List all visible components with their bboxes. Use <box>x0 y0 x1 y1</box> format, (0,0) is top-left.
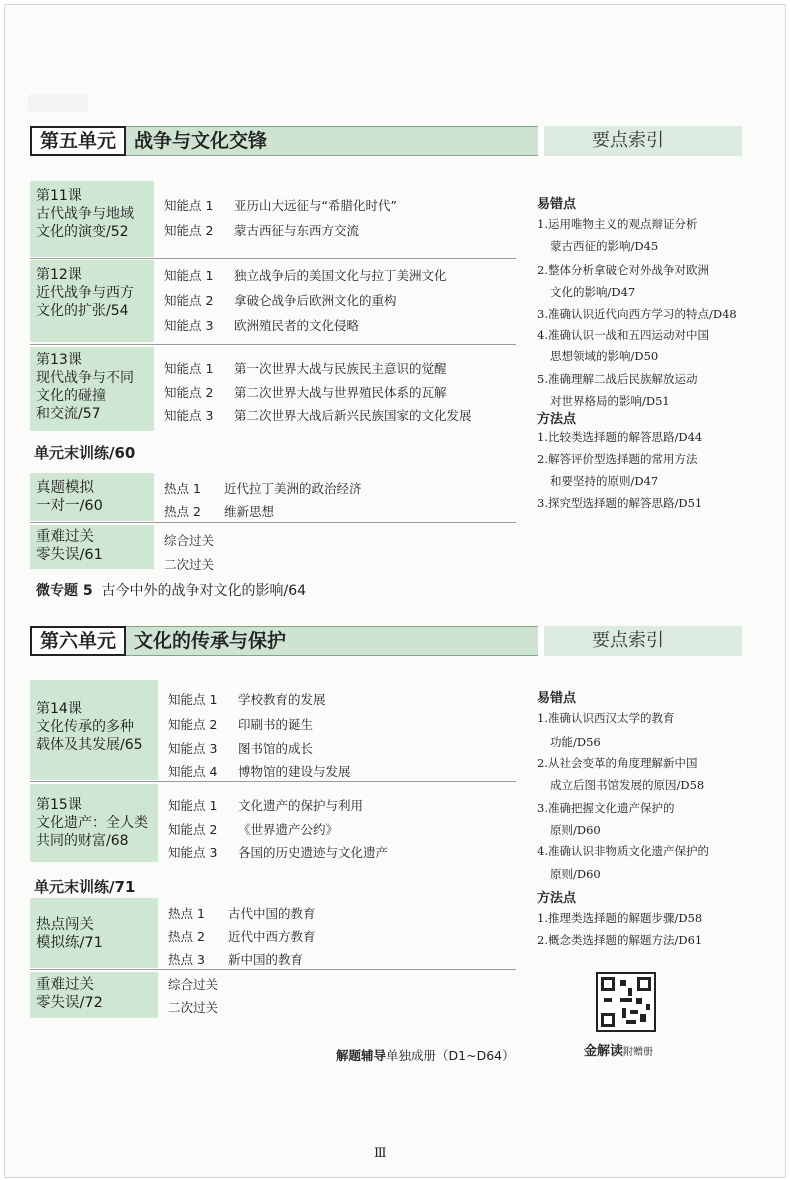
micro-topic: 微专题 5 古今中外的战争对文化的影响/64 <box>36 583 307 599</box>
training-title-2: 模拟练/71 <box>36 935 103 951</box>
error-item: 1.准确认识西汉太学的教育 <box>537 711 675 725</box>
error-item: 5.准确理解二战后民族解放运动 <box>537 372 698 386</box>
training-title-1: 热点闯关 <box>36 917 94 933</box>
unit5-training-1-box <box>30 473 154 521</box>
lesson-13-title-1: 现代战争与不同 <box>36 370 134 386</box>
knowledge-point: 知能点 2 第二次世界大战与世界殖民体系的瓦解 <box>164 385 447 400</box>
method-item: 2.概念类选择题的解题方法/D61 <box>537 933 703 947</box>
unit5-training-title: 单元末训练/60 <box>34 444 136 462</box>
error-item: 2.从社会变革的角度理解新中国 <box>537 756 698 770</box>
training-title-1: 重难过关 <box>36 977 94 993</box>
error-item: 对世界格局的影响/D51 <box>550 394 670 408</box>
unit6-training-1-box <box>30 898 158 968</box>
unit6-training-2-box <box>30 972 158 1018</box>
training-title-1: 重难过关 <box>36 529 94 545</box>
lesson-15-title-1: 文化遗产：全人类 <box>36 815 148 831</box>
unit6-title: 文化的传承与保护 <box>134 630 287 652</box>
error-item: 原则/D60 <box>550 867 601 881</box>
lesson-14-box <box>30 680 158 780</box>
training-title-2: 零失误/72 <box>36 995 103 1011</box>
unit5-training-2-box <box>30 525 154 569</box>
knowledge-point: 知能点 3 第二次世界大战后新兴民族国家的文化发展 <box>164 408 472 423</box>
footer-note: 解题辅导单独成册（D1~D64） <box>336 1048 515 1063</box>
divider <box>30 258 516 259</box>
divider <box>30 522 516 523</box>
error-item: 1.运用唯物主义的观点辩证分析 <box>537 217 698 231</box>
training-title-2: 零失误/61 <box>36 547 103 563</box>
knowledge-point: 知能点 3 各国的历史遗迹与文化遗产 <box>168 845 389 860</box>
lesson-14-number: 第14课 <box>36 701 82 717</box>
unit6-errors-title: 易错点 <box>537 691 577 706</box>
error-item: 4.准确认识非物质文化遗产保护的 <box>537 844 709 858</box>
page-number: Ⅲ <box>374 1146 387 1161</box>
divider <box>30 344 516 345</box>
training-title-1: 真题模拟 <box>36 480 94 496</box>
error-item: 思想领域的影响/D50 <box>550 349 659 363</box>
lesson-13-box <box>30 347 154 431</box>
knowledge-point: 知能点 1 亚历山大远征与“希腊化时代” <box>164 198 397 213</box>
hot-point: 热点 1 近代拉丁美洲的政治经济 <box>164 481 362 496</box>
knowledge-point: 知能点 2 《世界遗产公约》 <box>168 822 339 837</box>
lesson-14-title-1: 文化传承的多种 <box>36 719 134 735</box>
review-item: 综合过关 <box>168 977 219 992</box>
error-item: 蒙古西征的影响/D45 <box>550 239 659 253</box>
lesson-12-box <box>30 260 154 342</box>
lesson-13-number: 第13课 <box>36 352 82 368</box>
unit5-errors-title: 易错点 <box>537 197 577 212</box>
unit5-number: 第五单元 <box>30 126 126 156</box>
lesson-11-title-2: 文化的演变/52 <box>36 224 129 240</box>
method-item: 3.探究型选择题的解答思路/D51 <box>537 496 703 510</box>
lesson-15-title-2: 共同的财富/68 <box>36 833 129 849</box>
divider <box>30 781 516 782</box>
knowledge-point: 知能点 2 拿破仑战争后欧洲文化的重构 <box>164 293 397 308</box>
method-item: 1.推理类选择题的解题步骤/D58 <box>537 911 703 925</box>
error-item: 原则/D60 <box>550 823 601 837</box>
unit5-index-label: 要点索引 <box>538 126 742 156</box>
knowledge-point: 知能点 3 图书馆的成长 <box>168 741 314 756</box>
review-item: 二次过关 <box>164 557 215 572</box>
lesson-15-box <box>30 784 158 862</box>
unit6-header <box>30 626 742 656</box>
knowledge-point: 知能点 1 独立战争后的美国文化与拉丁美洲文化 <box>164 268 447 283</box>
lesson-14-title-2: 载体及其发展/65 <box>36 737 143 753</box>
knowledge-point: 知能点 2 蒙古西征与东西方交流 <box>164 223 360 238</box>
lesson-12-title-1: 近代战争与西方 <box>36 285 134 301</box>
lesson-12-number: 第12课 <box>36 267 82 283</box>
method-item: 和要坚持的原则/D47 <box>550 474 659 488</box>
lesson-13-title-3: 和交流/57 <box>36 406 101 422</box>
knowledge-point: 知能点 1 第一次世界大战与民族民主意识的觉醒 <box>164 361 447 376</box>
lesson-15-number: 第15课 <box>36 797 82 813</box>
unit6-index-label: 要点索引 <box>538 626 742 656</box>
lesson-13-title-2: 文化的碰撞 <box>36 388 106 404</box>
unit5-title: 战争与文化交锋 <box>134 130 268 152</box>
knowledge-point: 知能点 3 欧洲殖民者的文化侵略 <box>164 318 360 333</box>
error-item: 功能/D56 <box>550 735 601 749</box>
error-item: 3.准确认识近代向西方学习的特点/D48 <box>537 307 737 321</box>
error-item: 文化的影响/D47 <box>550 285 636 299</box>
error-item: 2.整体分析拿破仑对外战争对欧洲 <box>537 263 709 277</box>
lesson-12-title-2: 文化的扩张/54 <box>36 303 129 319</box>
knowledge-point: 知能点 1 学校教育的发展 <box>168 692 326 707</box>
knowledge-point: 知能点 2 印刷书的诞生 <box>168 717 314 732</box>
method-item: 1.比较类选择题的解答思路/D44 <box>537 430 703 444</box>
hot-point: 热点 3 新中国的教育 <box>168 952 304 967</box>
unit6-methods-title: 方法点 <box>537 891 577 906</box>
lesson-11-title-1: 古代战争与地域 <box>36 206 134 222</box>
error-item: 成立后图书馆发展的原因/D58 <box>550 778 705 792</box>
unit6-training-title: 单元末训练/71 <box>34 878 136 896</box>
error-item: 4.准确认识一战和五四运动对中国 <box>537 328 709 342</box>
error-item: 3.准确把握文化遗产保护的 <box>537 801 675 815</box>
lesson-11-box <box>30 181 154 257</box>
hot-point: 热点 1 古代中国的教育 <box>168 906 316 921</box>
review-item: 二次过关 <box>168 1000 219 1015</box>
hot-point: 热点 2 近代中西方教育 <box>168 929 316 944</box>
review-item: 综合过关 <box>164 533 215 548</box>
divider <box>30 969 516 970</box>
knowledge-point: 知能点 4 博物馆的建设与发展 <box>168 764 351 779</box>
unit5-header <box>30 126 742 156</box>
knowledge-point: 知能点 1 文化遗产的保护与利用 <box>168 798 364 813</box>
method-item: 2.解答评价型选择题的常用方法 <box>537 452 698 466</box>
qr-label: 金解读附赠册 <box>584 1044 654 1059</box>
training-title-2: 一对一/60 <box>36 498 103 514</box>
unit5-methods-title: 方法点 <box>537 412 577 427</box>
qr-code-icon[interactable] <box>596 972 656 1032</box>
hot-point: 热点 2 维新思想 <box>164 504 275 519</box>
lesson-11-number: 第11课 <box>36 188 82 204</box>
unit6-number: 第六单元 <box>30 626 126 656</box>
page-smudge <box>28 94 88 112</box>
